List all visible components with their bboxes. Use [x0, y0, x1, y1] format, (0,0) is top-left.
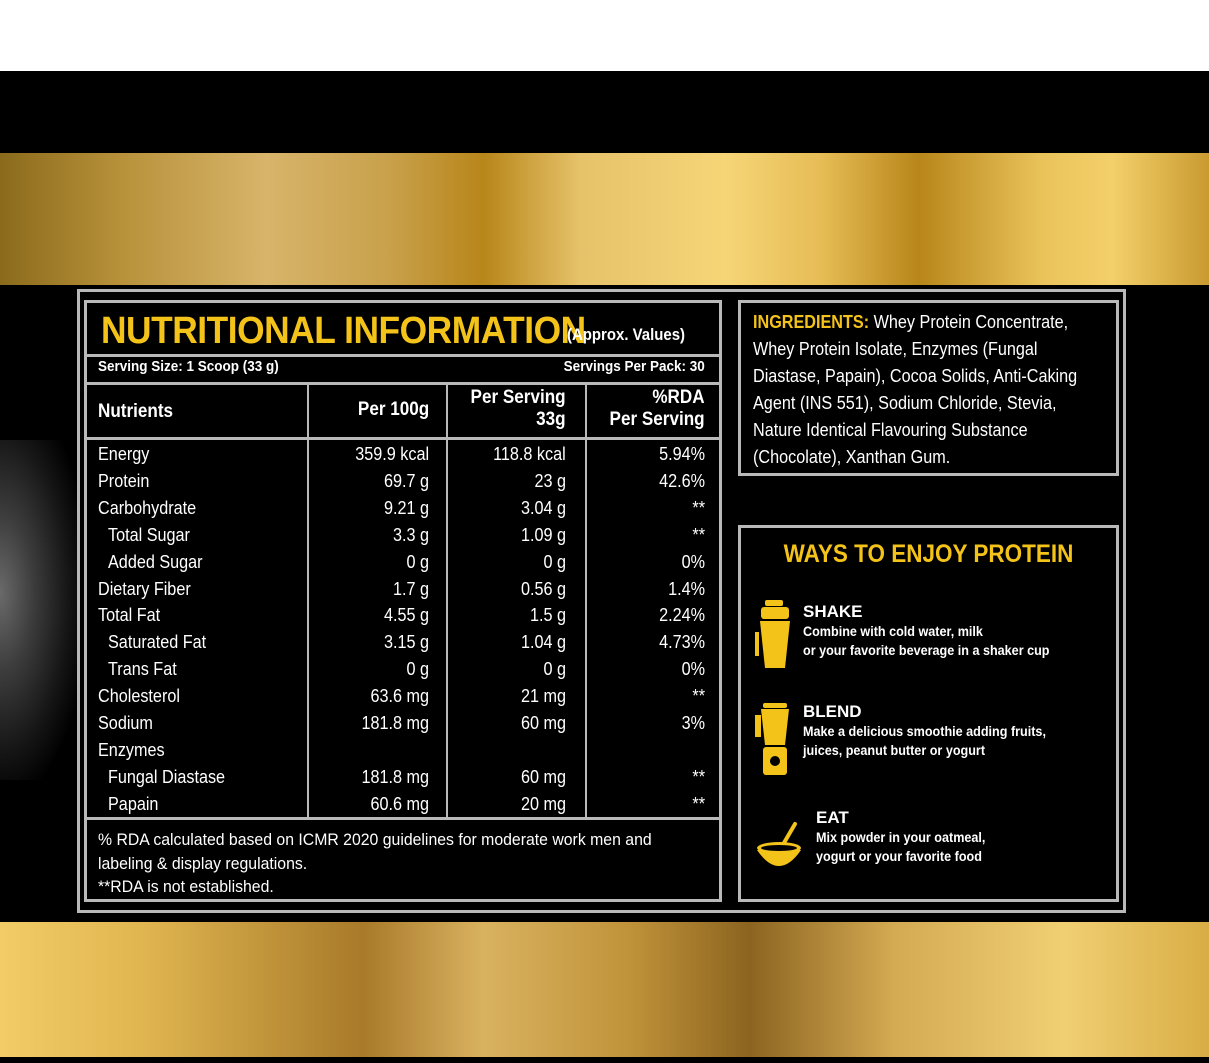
table-row — [87, 657, 719, 684]
divider — [87, 382, 719, 385]
table-row — [87, 523, 719, 550]
footnote-line: **RDA is not established. — [98, 877, 274, 896]
value-rda: ** — [692, 793, 705, 814]
table-row — [87, 442, 719, 469]
value-rda: ** — [692, 766, 705, 787]
value-per-100g: 0 g — [406, 551, 429, 572]
header-nutrients: Nutrients — [98, 401, 174, 422]
background-figure-image — [0, 440, 80, 780]
nutrient-name: Energy — [98, 444, 150, 464]
header-per-serving-line1: Per Serving — [470, 387, 566, 408]
value-per-serving: 0.56 g — [520, 578, 566, 599]
value-rda: 2.24% — [659, 605, 705, 626]
value-per-100g: 181.8 mg — [361, 713, 429, 733]
value-rda: 5.94% — [659, 444, 705, 464]
value-per-serving: 0 g — [543, 659, 566, 680]
nutrient-name: Total Sugar — [108, 524, 190, 545]
blend-line1: Make a delicious smoothie adding fruits, — [803, 723, 1046, 739]
table-row — [87, 738, 719, 765]
value-per-serving: 1.04 g — [520, 632, 566, 653]
header-per-serving-line2: 33g — [536, 409, 566, 430]
serving-size: Serving Size: 1 Scoop (33 g) — [98, 358, 279, 375]
value-per-serving: 60 mg — [520, 766, 566, 787]
nutrient-name: Trans Fat — [108, 659, 177, 680]
value-rda: ** — [692, 686, 705, 707]
gold-band-bottom — [0, 922, 1209, 1057]
gold-band-top — [0, 153, 1209, 285]
footnote-line: % RDA calculated based on ICMR 2020 guidelines for moderate work men and — [98, 830, 652, 849]
value-rda: 42.6% — [659, 470, 705, 491]
value-per-100g: 4.55 g — [383, 605, 429, 626]
bowl-icon — [755, 820, 805, 876]
table-row — [87, 711, 719, 738]
header-rda-line1: %RDA — [652, 387, 705, 408]
divider — [87, 437, 719, 440]
table-row — [87, 684, 719, 711]
ways-panel — [738, 525, 1119, 902]
nutrient-name: Added Sugar — [108, 551, 203, 572]
ingredients-text — [753, 309, 1109, 471]
value-per-100g: 3.3 g — [392, 524, 429, 545]
header-per-100g: Per 100g — [357, 399, 429, 420]
value-rda: 1.4% — [668, 578, 705, 599]
value-per-serving: 118.8 kcal — [493, 444, 566, 464]
shake-line2: or your favorite beverage in a shaker cup — [803, 642, 1050, 658]
value-per-100g: 359.9 kcal — [355, 444, 429, 464]
blend-line2: juices, peanut butter or yogurt — [803, 742, 986, 758]
table-row — [87, 577, 719, 604]
shake-description — [803, 622, 1050, 660]
value-rda: 0% — [681, 659, 705, 680]
table-row — [87, 792, 719, 819]
value-per-serving: 0 g — [543, 551, 566, 572]
shake-line1: Combine with cold water, milk — [803, 623, 983, 639]
ways-title: WAYS TO ENJOY PROTEIN — [783, 540, 1074, 568]
eat-line2: yogurt or your favorite food — [816, 848, 982, 864]
value-per-serving: 21 mg — [520, 686, 566, 707]
blender-icon — [755, 701, 795, 777]
ingredients-panel — [738, 300, 1119, 476]
value-per-100g: 69.7 g — [383, 470, 429, 491]
value-rda: ** — [692, 497, 705, 518]
header-rda-line2: Per Serving — [609, 409, 705, 430]
blend-description — [803, 722, 1046, 760]
value-rda: 0% — [681, 551, 705, 572]
value-per-serving: 3.04 g — [520, 497, 566, 518]
shaker-icon — [755, 598, 795, 670]
table-row — [87, 550, 719, 577]
value-per-100g: 9.21 g — [383, 497, 429, 518]
divider — [87, 354, 719, 357]
value-per-serving: 1.5 g — [529, 605, 566, 626]
header-rda — [610, 387, 705, 431]
header-per-serving — [471, 387, 566, 431]
eat-heading: EAT — [816, 808, 849, 827]
value-per-serving: 60 mg — [520, 713, 566, 733]
table-row — [87, 630, 719, 657]
nutrient-name: Enzymes — [98, 739, 165, 760]
table-row — [87, 765, 719, 792]
nutrition-subtitle: (Approx. Values) — [567, 325, 686, 344]
nutrient-name: Dietary Fiber — [98, 578, 191, 599]
nutrient-name: Saturated Fat — [108, 632, 207, 653]
nutrient-name: Fungal Diastase — [108, 766, 226, 787]
table-row — [87, 603, 719, 630]
blend-heading: BLEND — [803, 702, 862, 721]
value-per-serving: 20 mg — [520, 793, 566, 814]
shake-heading: SHAKE — [803, 602, 863, 621]
nutrient-name: Papain — [108, 793, 159, 814]
value-per-serving: 23 g — [534, 470, 566, 491]
value-per-100g: 181.8 mg — [361, 766, 429, 787]
ingredients-label: INGREDIENTS: — [753, 312, 870, 332]
nutrition-footnote — [98, 828, 693, 899]
value-rda: 4.73% — [659, 632, 705, 653]
value-per-100g: 60.6 mg — [370, 793, 429, 814]
nutrient-name: Cholesterol — [98, 686, 180, 707]
nutrient-name: Sodium — [98, 713, 153, 733]
value-per-100g: 1.7 g — [392, 578, 429, 599]
value-rda: ** — [692, 524, 705, 545]
footnote-line: labeling & display regulations. — [98, 853, 308, 873]
table-row — [87, 496, 719, 523]
nutrient-name: Total Fat — [98, 605, 161, 626]
value-per-100g: 0 g — [406, 659, 429, 680]
value-per-100g: 63.6 mg — [370, 686, 429, 707]
divider — [87, 817, 719, 820]
table-row — [87, 469, 719, 496]
eat-description — [816, 828, 985, 866]
ingredients-list: Whey Protein Concentrate, Whey Protein Isolate, Enzymes (Fungal Diastase, Papain), Cocoa Solids, Anti-Caking Agent (INS 551), Sodium Chloride, Stevia, Nature Identical Flavouring Substance (Chocolate), Xanthan Gum. — [753, 312, 1078, 467]
nutrition-title: NUTRITIONAL INFORMATION — [101, 310, 586, 352]
eat-line1: Mix powder in your oatmeal, — [816, 829, 986, 845]
nutrient-name: Protein — [98, 470, 150, 491]
servings-per-pack: Servings Per Pack: 30 — [563, 358, 705, 375]
value-per-100g: 3.15 g — [383, 632, 429, 653]
nutrient-name: Carbohydrate — [98, 497, 197, 518]
value-per-serving: 1.09 g — [520, 524, 566, 545]
value-rda: 3% — [681, 713, 705, 733]
nutrition-panel — [84, 300, 722, 902]
